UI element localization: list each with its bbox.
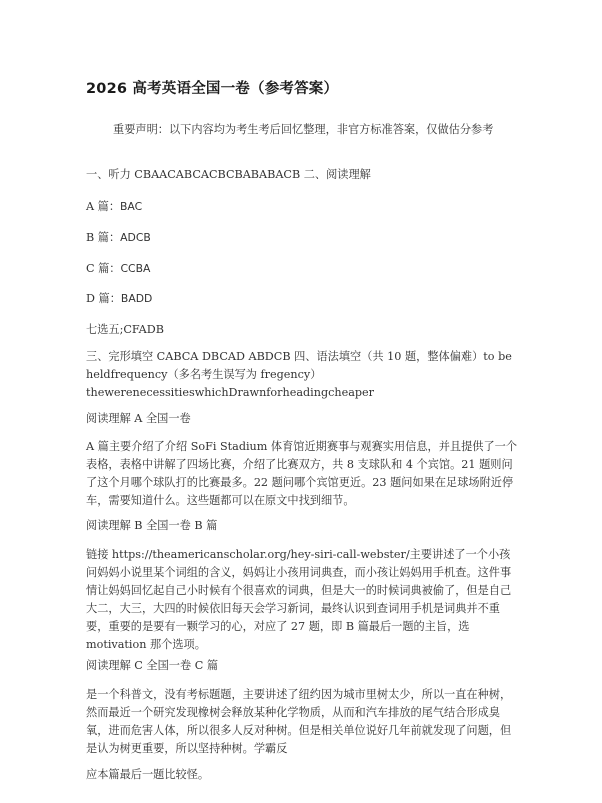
seven-choose-five-line: 七选五;CFADB [86,323,164,336]
answer-line-b [86,229,151,247]
passage-b-heading: 阅读理解 B 全国一卷 B 篇 [86,519,218,532]
answer-line-c [86,260,150,278]
answer-label: D 篇： [86,292,121,305]
answer-label: C 篇： [86,262,121,275]
passage-a-heading: 阅读理解 A 全国一卷 [86,412,191,425]
answer-label: A 篇： [86,200,121,213]
section-one-line: 一、听力 CBAACABCACBCBABABACB 二、阅读理解 [86,168,371,181]
answer-value: ADCB [120,231,151,244]
answer-value: BAC [120,200,143,213]
closing-line: 应本篇最后一题比较怪。 [86,768,210,781]
notice-paragraph: 重要声明：以下内容均为考生考后回忆整理，非官方标准答案，仅做估分参考 [113,123,494,136]
answer-value: BADD [120,292,153,305]
section-three-paragraph: 三、完形填空 CABCA DBCAD ABDCB 四、语法填空（共 10 题，整体偏难）to be heldfrequency（多名考生误写为 fregency） thewerenecessitieswhichDrawnforheadingcheaper [86,350,512,399]
passage-c-paragraph: 是一个科普文，没有考标题题，主要讲述了纽约因为城市里树太少，所以一直在种树，然而最近一个研究发现橡树会释放某种化学物质，从而和汽车排放的尾气结合形成臭氧，进而危害人体，所以很多人反对种树。但是相关单位说好几年前就发现了问题，但是认为树更重要，所以坚持种树。学霸反 [86,688,512,755]
answer-value: CCBA [120,262,151,275]
passage-a-paragraph: A 篇主要介绍了介绍 SoFi Stadium 体育馆近期赛事与观赛实用信息，并且提供了一个表格，表格中讲解了四场比赛，介绍了比赛双方，共 8 支球队和 4 个宾馆。21 题则问了这个月哪个球队打的比赛最多。22 题问哪个宾馆更近。23 题问如果在足球场附近停车，需要知道什么。这些题都可以在原文中找到细节。 [86,440,518,507]
passage-c-heading: 阅读理解 C 全国一卷 C 篇 [86,659,219,672]
answer-label: B 篇： [86,231,121,244]
passage-b-paragraph: 链接 https://theamericanscholar.org/hey-siri-call-webster/主要讲述了一个小孩问妈妈小说里某个词组的含义，妈妈让小孩用词典查，而小孩让妈妈用手机查。这件事情让妈妈回忆起自己小时候有个很喜欢的词典，但是大一的时候词典被偷了，但是自己大二，大三，大四的时候依旧每天会学习新词，最终认识到查词用手机是词典并不重要，重要的是要有一颗学习的心，对应了 27 题，即 B 篇最后一题的主旨，选 motivation 那个选项。 [86,548,512,651]
answer-line-d [86,290,152,308]
document-title: 2026 高考英语全国一卷（参考答案） [86,81,339,97]
answer-line-a [86,198,142,216]
